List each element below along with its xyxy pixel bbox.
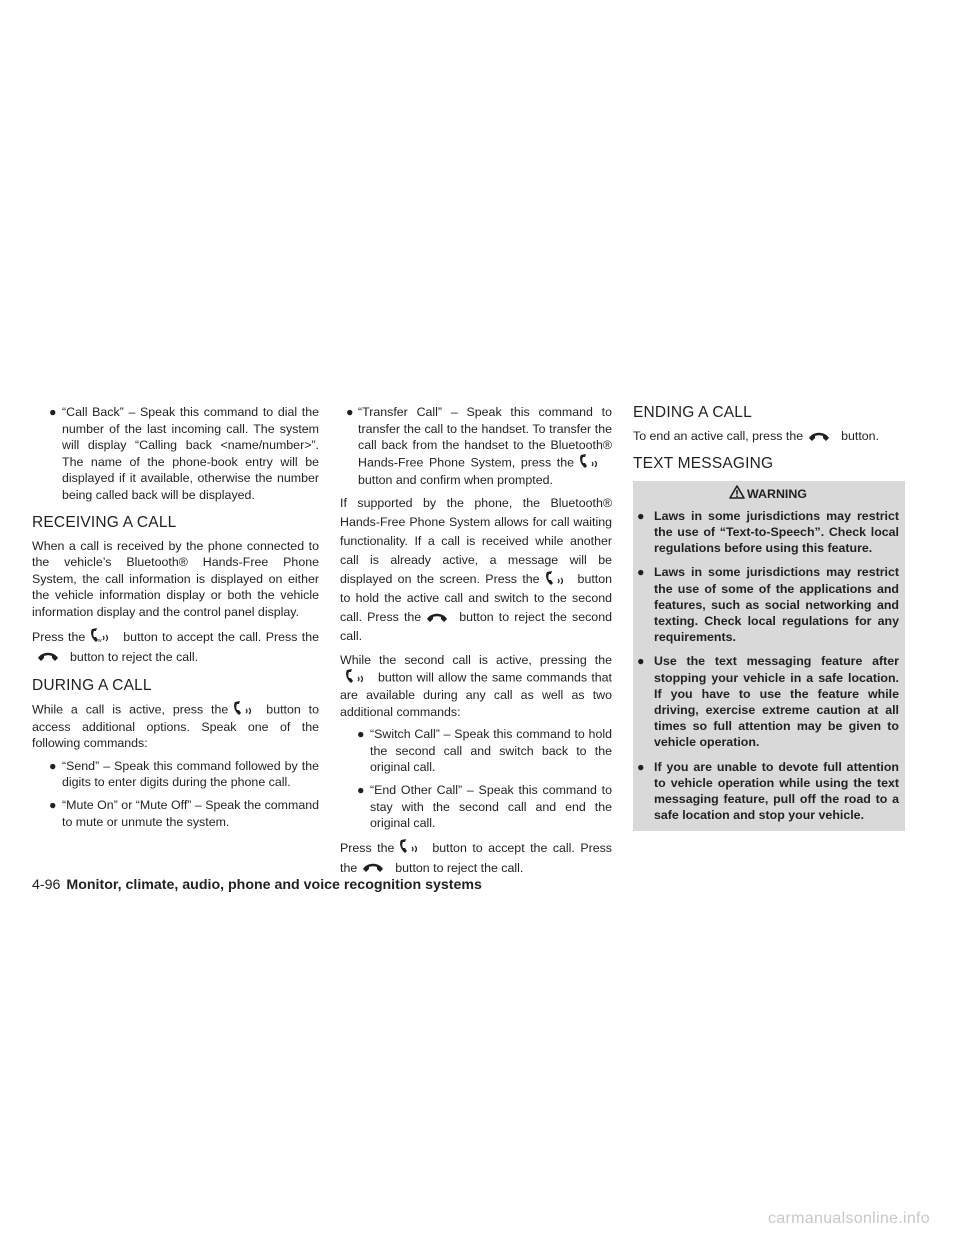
- paragraph: While a call is active, press the button to access additional options. Speak one of the following commands:: [32, 701, 320, 751]
- section-heading-during: DURING A CALL: [32, 676, 152, 694]
- phone-hangup-icon: [36, 650, 66, 662]
- bullet: ●: [357, 727, 365, 742]
- bullet: ●: [49, 797, 57, 812]
- phone-hangup-icon: [425, 611, 455, 623]
- list-item: ● “Call Back” – Speak this command to dial the number of the last incoming call. The system will display “Calling back <name/number>”. The name of the phone-book entry will be displayed if it available, otherwise the number being called back will be displayed.: [49, 405, 319, 502]
- phone-talk-icon: [89, 628, 119, 644]
- phone-talk-icon: [544, 571, 574, 587]
- bullet: ●: [346, 405, 354, 419]
- voice-command-list: [340, 404, 612, 488]
- phone-talk-icon: [578, 454, 608, 470]
- page-number: 4-96: [32, 877, 61, 893]
- paragraph: Press the w button to accept the call. Press the button to reject the call.: [32, 629, 319, 664]
- list-item: ● “Switch Call” – Speak this command to hold the second call and switch back to the original call.: [357, 727, 612, 775]
- list-item: ● “Transfer Call” – Speak this command to transfer the call to the handset. To transfer the call back from the handset to the Bluetooth® Hands-Free Phone System, press the button and confirm when prompted.: [346, 405, 612, 487]
- list-item: ● “End Other Call” – Speak this command to stay with the second call and end the original call.: [357, 782, 612, 831]
- warning-item: ● Laws in some jurisdictions may restrict the use of some of the applications and features, such as social networking and texting. Check local regulations for any requirements.: [637, 565, 899, 645]
- column-right: [633, 404, 905, 831]
- paragraph: Press the button to accept the call. Press the button to reject the call.: [340, 840, 613, 875]
- section-heading-ending: ENDING A CALL: [633, 404, 752, 421]
- phone-hangup-icon: [361, 861, 391, 873]
- warning-item: ● If you are unable to devote full attention to vehicle operation while using the text messaging feature, pull off the road to a safe location and stop your vehicle.: [637, 759, 899, 823]
- page-footer: [32, 876, 482, 894]
- watermark: carmanualsonline.info: [768, 1210, 930, 1227]
- phone-hangup-icon: [807, 430, 837, 442]
- bullet: ●: [49, 758, 57, 773]
- column-middle: [340, 404, 612, 884]
- phone-talk-icon: [344, 669, 374, 685]
- section-heading-receiving: RECEIVING A CALL: [32, 513, 177, 531]
- warning-item: ● Laws in some jurisdictions may restrict the use of “Text-to-Speech”. Check local regulations before using this feature.: [637, 508, 899, 556]
- warning-header: WARNING: [637, 485, 899, 504]
- column-left: [32, 404, 319, 836]
- warning-item: ● Use the text messaging feature after stopping your vehicle in a safe location. If you have to use the feature while driving, exercise extreme caution at all times so full attention may be given to vehicle operation.: [637, 654, 899, 750]
- paragraph: While the second call is active, pressing the button will allow the same commands that are available during any call as well as two additional commands:: [340, 653, 612, 719]
- paragraph: To end an active call, press the button.: [633, 429, 880, 443]
- warning-box: [633, 481, 905, 832]
- bullet: ●: [357, 782, 365, 797]
- svg-text:w: w: [98, 638, 102, 645]
- voice-command-list: [340, 726, 612, 832]
- paragraph: When a call is received by the phone connected to the vehicle’s Bluetooth® Hands-Free Phone System, the call information is displayed on either the vehicle information display or both the vehicle information display and the control panel display.: [32, 538, 319, 619]
- bullet: ●: [49, 405, 57, 419]
- section-heading-text-messaging: TEXT MESSAGING: [633, 454, 774, 472]
- voice-command-list: [32, 758, 319, 830]
- warning-list: [637, 508, 899, 824]
- voice-command-list: [32, 404, 319, 504]
- warning-triangle-icon: [729, 485, 745, 504]
- paragraph: If supported by the phone, the Bluetooth® Hands-Free Phone System allows for call waiting functionality. If a call is received while another call is already active, a message will be displayed on the screen. Press the button to hold the active call and switch to the second call. Press the button to reject the second call.: [340, 496, 612, 644]
- list-item: ● “Send” – Speak this command followed by the digits to enter digits during the phone call.: [49, 758, 319, 790]
- phone-talk-icon: [398, 839, 428, 855]
- list-item: ● “Mute On” or “Mute Off” – Speak the command to mute or unmute the system.: [49, 797, 319, 829]
- phone-talk-icon: [232, 701, 262, 717]
- section-title: Monitor, climate, audio, phone and voice recognition systems: [66, 877, 482, 893]
